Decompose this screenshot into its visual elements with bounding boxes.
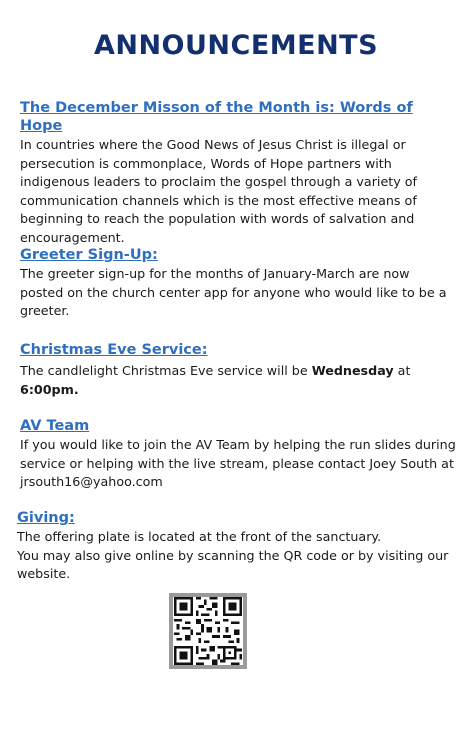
av-section [20,417,456,492]
giving-heading: Giving: [17,510,75,526]
christmas-body-start: The candlelight Christmas Eve service will be [20,363,312,378]
qr-code-icon[interactable] [169,593,247,669]
greeter-body: The greeter sign-up for the months of January-March are now posted on the church center app for anyone who would like to be a greeter. [20,266,447,318]
mission-heading: The December Misson of the Month is: Words of Hope [20,100,413,134]
christmas-heading: Christmas Eve Service: [20,342,208,358]
christmas-section [20,341,456,399]
christmas-day: Wednesday [311,363,394,378]
mission-body: In countries where the Good News of Jesus Christ is illegal or persecution is commonplace, Words of Hope partners with indigenous leaders to proclaim the gospel through a variety of communication channels which is the most effective means of beginning to reach the population with words of salvation and encouragement. [20,137,417,245]
giving-section [17,509,463,584]
greeter-heading: Greeter Sign-Up: [20,247,158,263]
av-heading: AV Team [20,418,90,434]
giving-line1: The offering plate is located at the front of the sanctuary. [17,529,382,544]
mission-section [20,99,456,247]
page-title: ANNOUNCEMENTS [93,30,379,61]
greeter-section [20,246,456,321]
christmas-body [20,362,456,399]
qr-code-graphic [173,597,243,665]
av-body: If you would like to join the AV Team by helping the run slides during service or helping with the live stream, please contact Joey South at jrsouth16@yahoo.com [20,437,456,489]
christmas-time: 6:00pm. [20,381,79,397]
giving-line2: You may also give online by scanning the QR code or by visiting our website. [17,547,449,581]
christmas-body-mid: at [393,363,411,378]
